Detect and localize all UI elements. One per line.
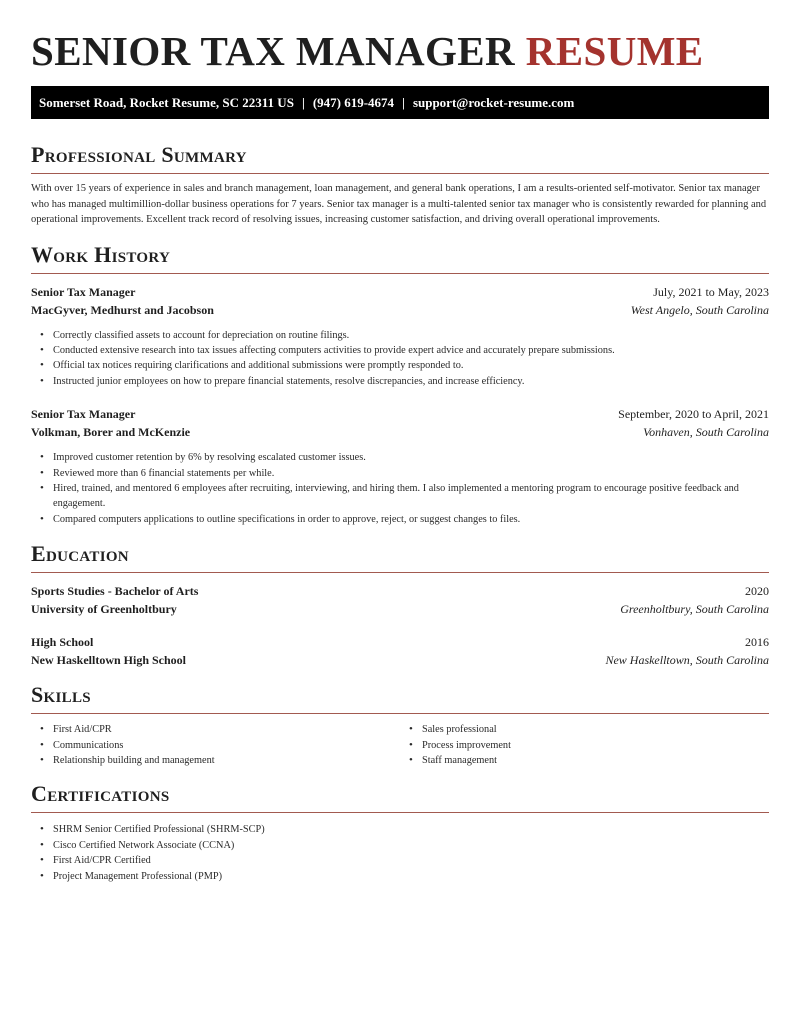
contact-bar [31,86,769,119]
education-entry [31,582,769,618]
education-degree: Sports Studies - Bachelor of Arts [31,584,199,599]
skill-item: • Staff management [422,753,769,768]
education-location: New Haskelltown, South Carolina [605,653,769,668]
job-header-row [31,283,769,301]
contact-email: support@rocket-resume.com [412,94,575,110]
job-bullet: • Instructed junior employees on how to prepare financial statements, resolve discrepancies, and increase efficiency. [53,374,769,389]
education-heading: Education [31,541,129,567]
job-company: Volkman, Borer and McKenzie [31,425,191,440]
section-divider [31,572,769,573]
title-accent: RESUME [525,28,704,74]
education-entry [31,633,769,669]
education-degree: High School [31,635,94,650]
work-history-heading: Work History [31,241,171,267]
contact-address: Somerset Road, Rocket Resume, SC 22311 US [39,94,294,110]
certification-item: • First Aid/CPR Certified [53,853,769,868]
job-company: MacGyver, Medhurst and Jacobson [31,302,214,317]
skill-item: • Relationship building and management [53,753,400,768]
resume-title [31,28,769,74]
skill-item: • First Aid/CPR [53,722,400,737]
section-divider [31,713,769,714]
education-school-row [31,651,769,669]
section-divider [31,273,769,274]
work-history-section [31,242,769,528]
contact-phone: (947) 619-4674 [312,94,395,110]
education-section [31,541,769,669]
job-title: Senior Tax Manager [31,284,136,299]
contact-separator: | [301,94,305,110]
summary-text: With over 15 years of experience in sales and branch management, loan management, and general bank operations, I am a results-oriented self-motivator. Senior tax manager who has managed multimillion-dollar business operations for 7 years. Senior tax manager is a multi-talented senior tax manager who is consistently rewarded for planning and operational improvements. Excellent track record of resolving issues, increasing customer satisfaction, and driving overall operational improvements. [31,183,767,225]
education-degree-row [31,633,769,651]
job-bullet-list [31,328,769,390]
job-location: Vonhaven, South Carolina [643,425,769,440]
certifications-heading: Certifications [31,781,170,807]
contact-separator: | [402,94,405,110]
skills-list-right [400,722,769,768]
education-degree-row [31,582,769,600]
job-company-row [31,301,769,319]
job-bullet: • Compared computers applications to outline specifications in order to approve, reject, or suggest changes to files. [53,512,769,527]
job-bullet: • Correctly classified assets to account for depreciation on routine filings. [53,328,769,343]
job-location: West Angelo, South Carolina [630,302,769,317]
title-main: SENIOR TAX MANAGER [31,28,516,74]
skill-item: • Communications [53,738,400,753]
skills-section [31,682,769,768]
certifications-section [31,781,769,884]
certifications-list [31,822,769,884]
education-school-row [31,600,769,618]
job-company-row [31,423,769,441]
job-title: Senior Tax Manager [31,407,136,422]
education-location: Greenholtbury, South Carolina [620,602,769,617]
skills-heading: Skills [31,682,91,708]
job-bullet: • Hired, trained, and mentored 6 employees after recruiting, interviewing, and hiring them. I also implemented a mentoring program to encourage positive feedback and engagement. [53,481,769,512]
section-divider [31,173,769,174]
job-bullet: • Improved customer retention by 6% by resolving escalated customer issues. [53,450,769,465]
job-dates: September, 2020 to April, 2021 [618,407,769,422]
certification-item: • Project Management Professional (PMP) [53,869,769,884]
skill-item: • Process improvement [422,738,769,753]
summary-section [31,142,769,228]
job-bullet-list [31,450,769,527]
education-year: 2020 [745,584,769,599]
resume-page [31,0,769,884]
summary-heading: Professional Summary [31,142,247,167]
skill-item: • Sales professional [422,722,769,737]
skills-list-left [31,722,400,768]
skills-grid [31,722,769,768]
certification-item: • Cisco Certified Network Associate (CCNA) [53,838,769,853]
job-header-row [31,405,769,423]
education-year: 2016 [745,635,769,650]
job-entry [31,405,769,527]
section-divider [31,812,769,813]
job-entry [31,283,769,390]
education-school: New Haskelltown High School [31,653,187,668]
education-school: University of Greenholtbury [31,602,177,617]
certification-item: • SHRM Senior Certified Professional (SHRM-SCP) [53,822,769,837]
job-dates: July, 2021 to May, 2023 [653,284,769,299]
job-bullet: • Reviewed more than 6 financial statements per while. [53,466,769,481]
job-bullet: • Conducted extensive research into tax issues affecting computers activities to provide expert advice and accurately prepare submissions. [53,343,769,358]
job-bullet: • Official tax notices requiring clarifications and additional submissions were promptly responded to. [53,358,769,373]
